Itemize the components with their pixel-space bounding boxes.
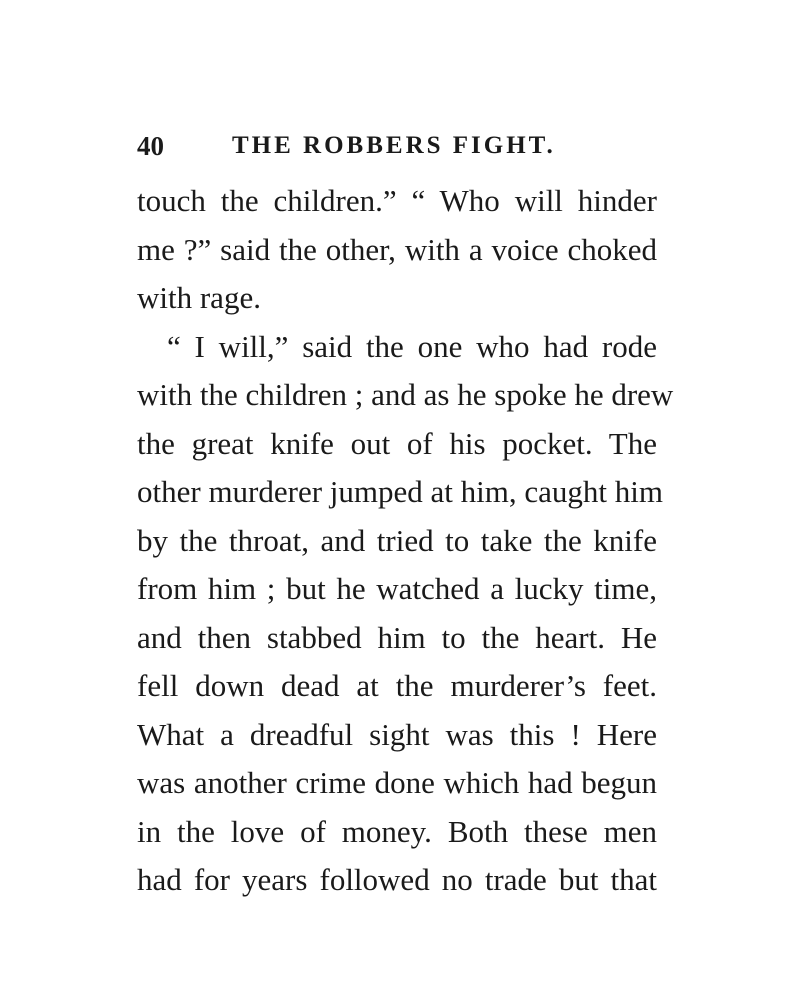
body-text: [137, 181, 674, 909]
text-line: with the children ; and as he spoke he drew: [137, 377, 674, 412]
running-head: [137, 126, 657, 166]
text-line: me ?” said the other, with a voice choked: [137, 231, 657, 267]
text-line: other murderer jumped at him, caught him: [137, 474, 663, 509]
text-line: in the love of money. Both these men: [137, 813, 657, 849]
text-line: was another crime done which had begun: [137, 765, 657, 800]
text-line: and then stabbed him to the heart. He: [137, 619, 657, 655]
text-line: fell down dead at the murderer’s feet.: [137, 668, 657, 703]
page-number: 40: [137, 131, 164, 161]
text-line: touch the children.” “ Who will hinder: [137, 183, 657, 218]
text-line: What a dreadful sight was this ! Here: [137, 716, 657, 752]
text-line: by the throat, and tried to take the knife: [137, 522, 657, 558]
text-line: the great knife out of his pocket. The: [137, 425, 657, 461]
text-line: with rage.: [137, 280, 261, 315]
text-line: “ I will,” said the one who had rode: [167, 328, 657, 364]
text-line: from him ; but he watched a lucky time,: [137, 571, 657, 606]
text-line: had for years followed no trade but that: [137, 862, 657, 897]
running-title: THE ROBBERS FIGHT.: [232, 132, 556, 159]
